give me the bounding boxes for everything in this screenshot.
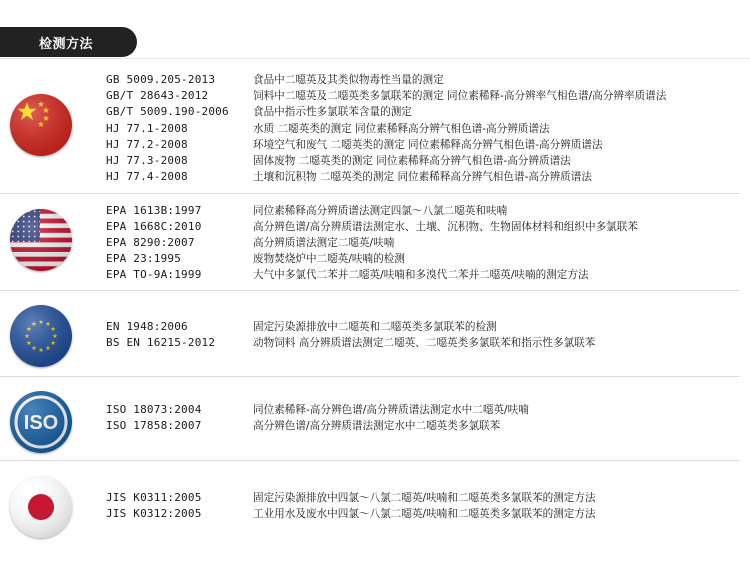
standard-row xyxy=(0,418,750,434)
standards-section-usa xyxy=(0,194,750,291)
standard-row xyxy=(0,402,750,418)
standard-code: HJ 77.4-2008 xyxy=(106,170,188,183)
standard-code: EPA 8290:2007 xyxy=(106,236,195,249)
standard-code: HJ 77.2-2008 xyxy=(106,138,188,151)
standard-code: BS EN 16215-2012 xyxy=(106,336,216,349)
standard-row xyxy=(0,219,750,235)
standard-row xyxy=(0,251,750,267)
standards-section-iso xyxy=(0,377,750,461)
standard-code: EPA TO-9A:1999 xyxy=(106,268,202,281)
standard-description: 食品中指示性多氯联苯含量的测定 xyxy=(253,106,412,118)
standards-section-eu xyxy=(0,291,750,377)
standard-code: GB 5009.205-2013 xyxy=(106,73,216,86)
standard-description: 土壤和沉积物 二噁英类的测定 同位素稀释高分辨气相色谱-高分辨质谱法 xyxy=(253,171,592,183)
standards-section-japan xyxy=(0,461,750,581)
standard-description: 高分辨色谱/高分辨质谱法测定水中二噁英类多氯联苯 xyxy=(253,420,501,432)
standard-description: 饲料中二噁英及二噁英类多氯联苯的测定 同位素稀释-高分辨率气相色谱/高分辨率质谱法 xyxy=(253,90,667,102)
standard-description: 食品中二噁英及其类似物毒性当量的测定 xyxy=(253,74,444,86)
standard-row xyxy=(0,137,750,153)
standards-section-china xyxy=(0,60,750,194)
standard-code: HJ 77.1-2008 xyxy=(106,122,188,135)
standard-description: 动物饲料 高分辨质谱法测定二噁英、二噁英类多氯联苯和指示性多氯联苯 xyxy=(253,337,596,349)
standard-row xyxy=(0,121,750,137)
standard-description: 固体废物 二噁英类的测定 同位素稀释高分辨气相色谱-高分辨质谱法 xyxy=(253,155,571,167)
page-title: 检测方法 xyxy=(39,37,94,52)
standard-row xyxy=(0,203,750,219)
standard-code: EPA 1613B:1997 xyxy=(106,204,202,217)
standard-row xyxy=(0,153,750,169)
standard-description: 工业用水及废水中四氯～八氯二噁英/呋喃和二噁英类多氯联苯的测定方法 xyxy=(253,508,596,520)
standard-description: 同位素稀释-高分辨色谱/高分辨质谱法测定水中二噁英/呋喃 xyxy=(253,404,529,416)
standard-row xyxy=(0,335,750,351)
standard-row xyxy=(0,169,750,185)
standard-row xyxy=(0,319,750,335)
standard-row xyxy=(0,104,750,120)
standard-description: 固定污染源排放中四氯～八氯二噁英/呋喃和二噁英类多氯联苯的测定方法 xyxy=(253,492,596,504)
standard-code: GB/T 5009.190-2006 xyxy=(106,105,229,118)
standard-code: JIS K0311:2005 xyxy=(106,491,202,504)
standard-row xyxy=(0,506,750,522)
standard-row xyxy=(0,267,750,283)
standard-row xyxy=(0,88,750,104)
standard-code: ISO 17858:2007 xyxy=(106,419,202,432)
standard-description: 水质 二噁英类的测定 同位素稀释高分辨气相色谱-高分辨质谱法 xyxy=(253,123,550,135)
standard-row xyxy=(0,490,750,506)
standard-code: GB/T 28643-2012 xyxy=(106,89,209,102)
standard-row xyxy=(0,235,750,251)
standard-description: 高分辨色谱/高分辨质谱法测定水、土壤、沉积物、生物固体材料和组织中多氯联苯 xyxy=(253,221,638,233)
standard-description: 环境空气和废气 二噁英类的测定 同位素稀释高分辨气相色谱-高分辨质谱法 xyxy=(253,139,603,151)
standard-description: 高分辨质谱法测定二噁英/呋喃 xyxy=(253,237,395,249)
standard-code: HJ 77.3-2008 xyxy=(106,154,188,167)
header-divider xyxy=(0,58,750,59)
standard-description: 废物焚烧炉中二噁英/呋喃的检测 xyxy=(253,253,405,265)
standard-row xyxy=(0,72,750,88)
standard-code: ISO 18073:2004 xyxy=(106,403,202,416)
standard-code: JIS K0312:2005 xyxy=(106,507,202,520)
standard-description: 固定污染源排放中二噁英和二噁英类多氯联苯的检测 xyxy=(253,321,497,333)
standard-description: 同位素稀释高分辨质谱法测定四氯～八氯二噁英和呋喃 xyxy=(253,205,508,217)
standard-code: EPA 1668C:2010 xyxy=(106,220,202,233)
standard-code: EN 1948:2006 xyxy=(106,320,188,333)
standard-code: EPA 23:1995 xyxy=(106,252,182,265)
section-header-tab xyxy=(0,27,137,57)
standard-description: 大气中多氯代二苯并二噁英/呋喃和多溴代二苯并二噁英/呋喃的测定方法 xyxy=(253,269,589,281)
